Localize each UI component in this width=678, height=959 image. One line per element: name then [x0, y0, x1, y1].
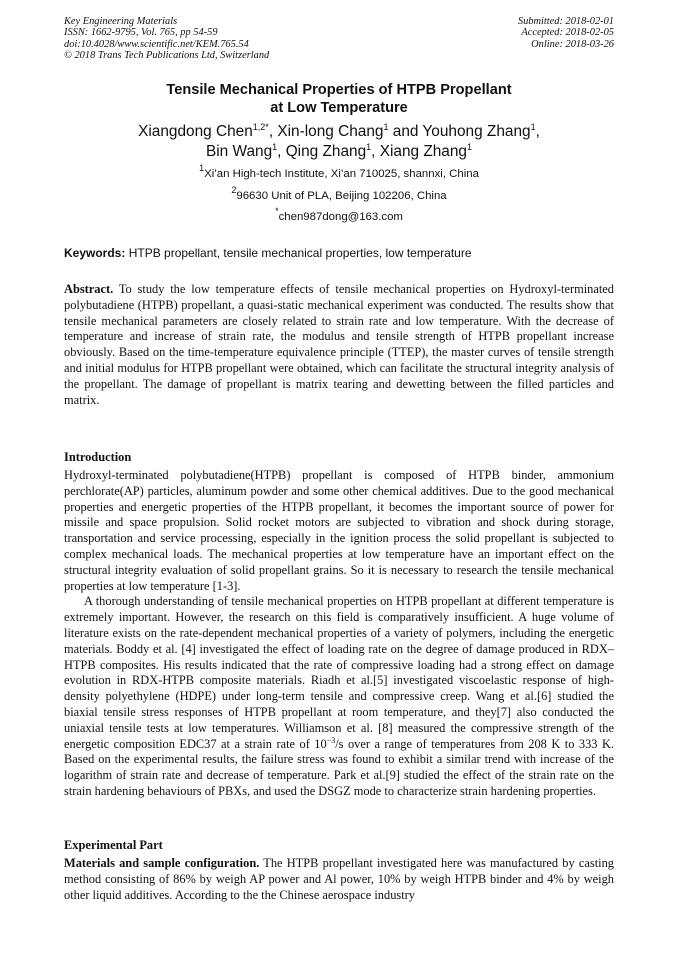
author-affil-mark: 1 — [272, 142, 278, 152]
author-affil-mark: 1,2* — [252, 122, 269, 132]
subsection-label: Materials and sample configuration. — [64, 856, 260, 870]
experimental-heading: Experimental Part — [64, 838, 163, 852]
introduction-body — [64, 468, 614, 800]
affiliation-text: 96630 Unit of PLA, Beijing 102206, China — [236, 190, 447, 202]
author-name: , Xin-long Chang — [268, 123, 384, 140]
paragraph-text: /s over a range of temperatures from 208 K to 333 K. Based on the experimental results, the failure stress was found to exhibit a similar trend with increase of the logarithm of strain rate and decrease of temperature. Park et al.[9] studied the effect of the strain rate on the strain hardening behaviours of PBXs, and used the DSGZ mode to characterize strain hardening properties. — [64, 736, 614, 798]
author-separator: , — [535, 123, 540, 140]
corresponding-email — [64, 206, 614, 224]
exponent: −3 — [326, 735, 336, 745]
submitted-date: Submitted: 2018-02-01 — [517, 16, 614, 27]
title-line-2: at Low Temperature — [270, 100, 408, 116]
author-name: and Youhong Zhang — [388, 123, 531, 140]
introduction-paragraph-2 — [64, 594, 614, 799]
abstract-label: Abstract. — [64, 282, 114, 296]
author-line-1 — [64, 122, 614, 142]
keywords — [64, 246, 614, 260]
author-name: , Qing Zhang — [277, 143, 367, 160]
keywords-text: HTPB propellant, tensile mechanical properties, low temperature — [125, 246, 472, 260]
experimental-body — [64, 856, 614, 903]
author-name: , Xiang Zhang — [371, 143, 467, 160]
keywords-label: Keywords: — [64, 246, 126, 260]
journal-info — [64, 16, 269, 62]
author-affil-mark: 1 — [467, 142, 473, 152]
title-line-1: Tensile Mechanical Properties of HTPB Propellant — [166, 82, 512, 98]
author-name: Bin Wang — [205, 143, 273, 160]
journal-name: Key Engineering Materials — [64, 16, 178, 27]
abstract — [64, 282, 614, 408]
affiliation-2 — [64, 185, 614, 203]
affiliation-mark: 2 — [231, 185, 237, 195]
author-line-2 — [64, 142, 614, 162]
affiliation-mark: * — [275, 206, 279, 216]
author-list — [64, 122, 614, 162]
submission-dates — [518, 16, 614, 50]
journal-doi: doi:10.4028/www.scientific.net/KEM.765.54 — [64, 38, 249, 50]
introduction-heading: Introduction — [64, 450, 132, 464]
abstract-text: To study the low temperature effects of tensile mechanical properties on Hydroxyl-terminated polybutadiene (HTPB) propellant, a quasi-static mechanical experiment was conducted. The results show that tensile mechanical parameters are closely related to strain rate and low temperature. With the decrease of temperature and increase of strain rate, the modulus and tensile strength of HTPB propellant increase obviously. Based on the time-temperature equivalence principle (TTEP), the master curves of tensile strength and initial modulus for HTPB propellant were obtained, which can facilitate the structural integrity analysis of the propellant. The damage of propellant is matrix tearing and dewetting between the filled particles and matrix. — [64, 282, 614, 407]
paragraph-text: The HTPB propellant investigated here was manufactured by casting method consisting of 86% by weigh AP power and Al power, 10% by weigh HTPB binder and 4% by weigh other liquid additives. According to the the Chinese aerospace industry — [64, 856, 614, 902]
affiliation-1 — [64, 163, 614, 181]
author-affil-mark: 1 — [366, 142, 372, 152]
journal-copyright: © 2018 Trans Tech Publications Ltd, Switzerland — [64, 50, 270, 62]
author-name: Xiangdong Chen — [138, 123, 253, 140]
paper-title — [64, 81, 614, 117]
journal-issn: ISSN: 1662-9795, Vol. 765, pp 54-59 — [64, 27, 218, 39]
affiliation-mark: 1 — [199, 163, 205, 173]
author-affil-mark: 1 — [530, 122, 536, 132]
online-date: Online: 2018-03-26 — [531, 38, 614, 50]
author-affil-mark: 1 — [383, 122, 389, 132]
introduction-paragraph-1: Hydroxyl-terminated polybutadiene(HTPB) propellant is composed of HTPB binder, ammonium perchlorate(AP) particles, aluminum powder and some other chemical additives. Due to the good mechanical properties and energetic properties of the HTPB propellant, it becomes the important source of power for missile and space propulsion. Solid rocket motors are subjected to vibration and shock during storage, transportation and service processing, especially in the ignition process the solid propellant is subjected to complex mechanical loads. The mechanical properties at low temperature have an important effect on the structural integrity evaluation of solid propellant grains. So it is necessary to research the tensile mechanical properties at low temperature [1-3]. — [64, 468, 614, 593]
email-text: chen987dong@163.com — [278, 211, 403, 223]
affiliation-text: Xi’an High-tech Institute, Xi’an 710025, shannxi, China — [204, 168, 479, 180]
accepted-date: Accepted: 2018-02-05 — [521, 27, 614, 39]
paragraph-text: A thorough understanding of tensile mechanical properties on HTPB propellant at different temperature is extremely important. However, the research on this field is comparatively insufficient. A huge volume of literature exists on the rate-dependent mechanical properties of a variety of polymers, including the energetic materials. Boddy et al. [4] investigated the effect of loading rate on the degree of damage produced in RDX–HTPB composites. His results indicated that the rate of compressive loading had a strong effect on damage evolution in RDX-HTPB composite materials. Riadh et al.[5] investigated viscoelastic response of high-density polyethylene (HDPE) under long-term tensile and compressive creep. Wang et al.[6] studied the biaxial tensile stress responses of HTPB propellant at room temperature, and they[7] also conducted the uniaxial tensile tests at low temperatures. Williamson et al. [8] measured the compressive strength of the energetic composition EDC37 at a strain rate of 10 — [64, 594, 614, 751]
